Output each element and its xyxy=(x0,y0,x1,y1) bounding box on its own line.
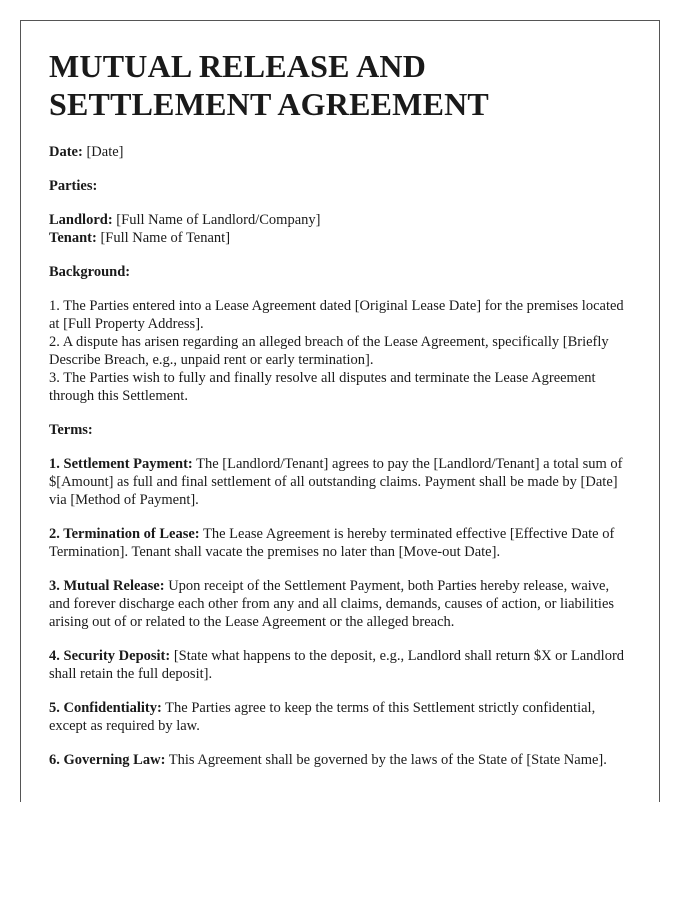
document-page xyxy=(20,20,660,802)
term-label: 3. Mutual Release: xyxy=(49,578,165,594)
landlord-label: Landlord: xyxy=(49,212,113,228)
term-label: 4. Security Deposit: xyxy=(49,648,171,664)
parties-block xyxy=(49,211,631,247)
tenant-line xyxy=(49,229,631,247)
term-text: Upon receipt of the Settlement Payment, both Parties hereby release, waive, and forever discharge each other from any and all claims, demands, causes of action, or liabilities arising out of or related to the Lease Agreement or the alleged breach. xyxy=(49,578,615,630)
term-label: 1. Settlement Payment: xyxy=(49,456,193,472)
term-settlement-payment xyxy=(49,455,631,509)
background-item: 2. A dispute has arisen regarding an alleged breach of the Lease Agreement, specifically [Briefly Describe Breach, e.g., unpaid rent or early termination]. xyxy=(49,334,609,368)
background-item: 3. The Parties wish to fully and finally resolve all disputes and terminate the Lease Agreement through this Settlement. xyxy=(49,370,596,404)
term-termination-of-lease xyxy=(49,525,631,561)
term-label: 5. Confidentiality: xyxy=(49,700,162,716)
document-title: MUTUAL RELEASE AND SETTLEMENT AGREEMENT xyxy=(49,48,489,122)
landlord-value: [Full Name of Landlord/Company] xyxy=(116,212,321,228)
term-label: 6. Governing Law: xyxy=(49,752,166,768)
tenant-value: [Full Name of Tenant] xyxy=(100,230,231,246)
landlord-line xyxy=(49,211,631,229)
date-value: [Date] xyxy=(86,144,124,160)
date-label: Date: xyxy=(49,144,83,160)
background-list xyxy=(49,297,631,405)
term-text: This Agreement shall be governed by the laws of the State of [State Name]. xyxy=(168,752,607,768)
terms-heading: Terms: xyxy=(49,422,93,438)
term-text: [State what happens to the deposit, e.g., Landlord shall return $X or Landlord shall retain the full deposit]. xyxy=(49,648,625,682)
tenant-label: Tenant: xyxy=(49,230,97,246)
date-line xyxy=(49,143,631,161)
term-mutual-release xyxy=(49,577,631,631)
term-security-deposit xyxy=(49,647,631,683)
background-item: 1. The Parties entered into a Lease Agreement dated [Original Lease Date] for the premises located at [Full Property Address]. xyxy=(49,298,624,332)
term-text: The Parties agree to keep the terms of this Settlement strictly confidential, except as required by law. xyxy=(49,700,596,734)
background-heading: Background: xyxy=(49,264,131,280)
parties-heading: Parties: xyxy=(49,178,98,194)
term-text: The Lease Agreement is hereby terminated effective [Effective Date of Termination]. Tenant shall vacate the premises no later than [Move-out Date]. xyxy=(49,526,615,560)
term-confidentiality xyxy=(49,699,631,735)
term-label: 2. Termination of Lease: xyxy=(49,526,200,542)
term-governing-law xyxy=(49,751,631,769)
term-text: The [Landlord/Tenant] agrees to pay the [Landlord/Tenant] a total sum of $[Amount] as full and final settlement of all outstanding claims. Payment shall be made by [Date] via [Method of Payment]. xyxy=(49,456,623,508)
